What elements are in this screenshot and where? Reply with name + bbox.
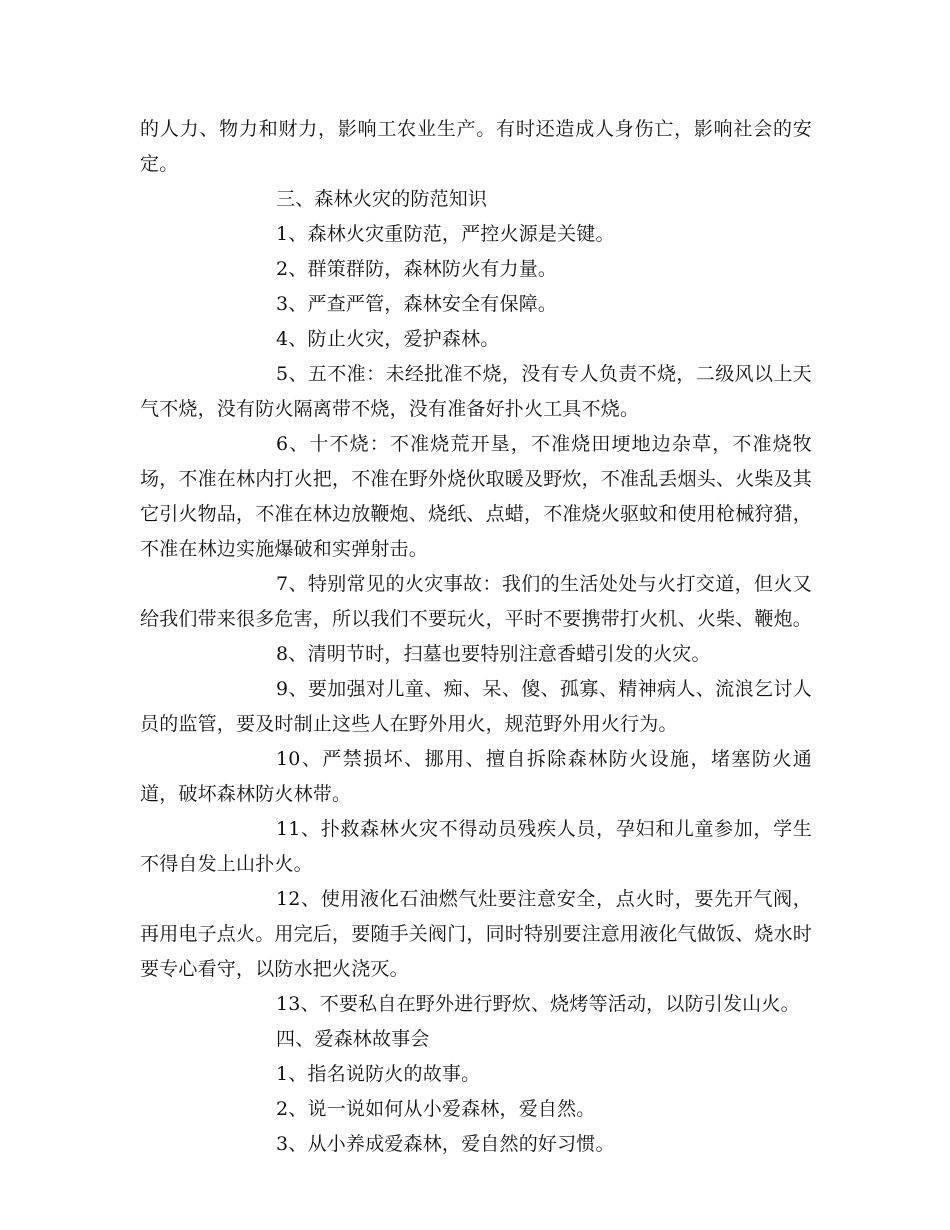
list-item: 10、严禁损坏、挪用、擅自拆除森林防火设施，堵塞防火通道，破坏森林防火林带。 <box>140 748 812 805</box>
list-item: 6、十不烧：不准烧荒开垦，不准烧田埂地边杂草，不准烧牧场，不准在林内打火把，不准在野外烧伙取暖及野炊，不准乱丢烟头、火柴及其它引火物品，不准在林边放鞭炮、烧纸、点蜡，不准烧火驱蚊和使用枪械狩猎，不准在林边实施爆破和实弹射击。 <box>140 433 813 560</box>
list-item: 1、指名说防火的故事。 <box>276 1063 481 1085</box>
list-item: 12、使用液化石油燃气灶要注意安全，点火时，要先开气阀，再用电子点火。用完后，要随手关阀门，同时特别要注意用液化气做饭、烧水时要专心看守，以防水把火浇灭。 <box>140 888 813 980</box>
paragraph-continuation: 的人力、物力和财力，影响工农业生产。有时还造成人身伤亡，影响社会的安定。 <box>140 118 812 175</box>
list-item: 2、说一说如何从小爱森林，爱自然。 <box>276 1098 596 1120</box>
list-item: 13、不要私自在野外进行野炊、烧烤等活动，以防引发山火。 <box>276 993 800 1015</box>
list-item: 9、要加强对儿童、痴、呆、傻、孤寡、精神病人、流浪乞讨人员的监管，要及时制止这些人在野外用火，规范野外用火行为。 <box>140 678 812 735</box>
list-item: 5、五不准：未经批准不烧，没有专人负责不烧，二级风以上天气不烧，没有防火隔离带不烧，没有准备好扑火工具不烧。 <box>140 363 812 420</box>
list-item: 3、严查严管，森林安全有保障。 <box>276 293 558 315</box>
list-item: 8、清明节时，扫墓也要特别注意香蜡引发的火灾。 <box>276 643 711 665</box>
list-item: 11、扑救森林火灾不得动员残疾人员，孕妇和儿童参加，学生不得自发上山扑火。 <box>140 818 812 875</box>
list-item: 7、特别常见的火灾事故：我们的生活处处与火打交道，但火又给我们带来很多危害，所以我们不要玩火，平时不要携带打火机、火柴、鞭炮。 <box>140 573 813 630</box>
list-item: 2、群策群防，森林防火有力量。 <box>276 258 558 280</box>
section-heading-story-session: 四、爱森林故事会 <box>276 1028 430 1050</box>
list-item: 1、森林火灾重防范，严控火源是关键。 <box>276 223 615 245</box>
list-item: 4、防止火灾，爱护森林。 <box>276 328 500 350</box>
list-item: 3、从小养成爱森林，爱自然的好习惯。 <box>276 1133 615 1155</box>
section-heading-fire-prevention: 三、森林火灾的防范知识 <box>276 188 488 210</box>
document-body <box>140 112 812 1162</box>
